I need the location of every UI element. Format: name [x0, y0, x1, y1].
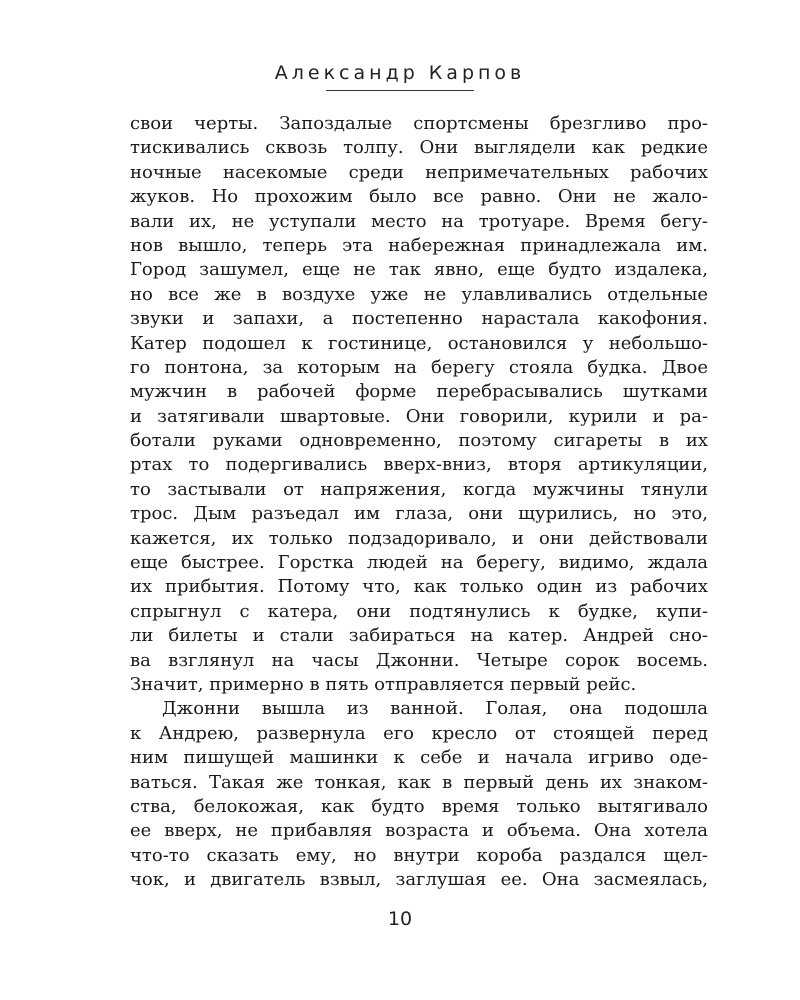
text-line: мужчин в рабочей форме перебрасывались шутками [130, 381, 708, 403]
text-line: ва взглянул на часы Джонни. Четыре сорок восемь. [130, 649, 708, 671]
text-line: ли билеты и стали забираться на катер. Андрей сно- [130, 625, 708, 647]
text-line: то застывали от напряжения, когда мужчины тянули [130, 478, 708, 500]
text-line: Джонни вышла из ванной. Голая, она подошла [162, 698, 708, 720]
running-header [0, 62, 800, 91]
text-line: спрыгнул с катера, они подтянулись к будке, купи- [130, 600, 708, 622]
text-line: звуки и запахи, а постепенно нарастала какофония. [130, 308, 708, 330]
text-line: го понтона, за которым на берегу стояла будка. Двое [130, 356, 708, 378]
text-line: ства, белокожая, как будто время только вытягивало [130, 795, 708, 817]
text-line: свои черты. Запоздалые спортсмены брезгливо про- [130, 113, 708, 134]
text-line: к Андрею, развернула его кресло от стоящей перед [130, 722, 708, 744]
text-line: жуков. Но прохожим было все равно. Они не жало- [130, 186, 708, 208]
text-line: тискивались сквозь толпу. Они выглядели как редкие [130, 137, 708, 159]
text-line: и затягивали швартовые. Они говорили, курили и ра- [130, 405, 708, 427]
text-line: вали их, не уступали место на тротуаре. Время бегу- [130, 210, 708, 232]
text-line: чок, и двигатель взвыл, заглушая ее. Она засмеялась, [130, 869, 708, 891]
page-body-text [130, 112, 708, 893]
text-line: еще быстрее. Горстка людей на берегу, видимо, ждала [130, 552, 708, 574]
text-line: Город зашумел, еще не так явно, еще будто издалека, [130, 259, 708, 281]
text-line: кажется, их только подзадоривало, и они действовали [130, 527, 708, 549]
page-number: 10 [387, 908, 413, 930]
text-line: ртах то подергивались вверх-вниз, вторя артикуляции, [130, 454, 708, 476]
text-line: но все же в воздухе уже не улавливались отдельные [130, 283, 708, 305]
text-line: трос. Дым разъедал им глаза, они щурились, но это, [130, 503, 708, 525]
author-name: Александр Карпов [274, 62, 526, 84]
text-line: ночные насекомые среди непримечательных рабочих [130, 161, 708, 183]
text-line: Значит, примерно в пять отправляется первый рейс. [130, 673, 637, 695]
text-line: Катер подошел к гостинице, остановился у небольшо- [130, 332, 708, 354]
text-line: ним пишущей машинки к себе и начала игриво оде- [130, 747, 708, 769]
text-line: ее вверх, не прибавляя возраста и объема. Она хотела [130, 820, 708, 842]
text-line: нов вышло, теперь эта набережная принадлежала им. [130, 234, 708, 256]
header-rule [326, 90, 474, 91]
text-line: что-то сказать ему, но внутри короба раздался щел- [130, 844, 708, 866]
text-line: ботали руками одновременно, поэтому сигареты в их [130, 430, 708, 452]
text-line: ваться. Такая же тонкая, как в первый день их знаком- [130, 771, 708, 793]
text-line: их прибытия. Потому что, как только один из рабочих [130, 576, 708, 598]
